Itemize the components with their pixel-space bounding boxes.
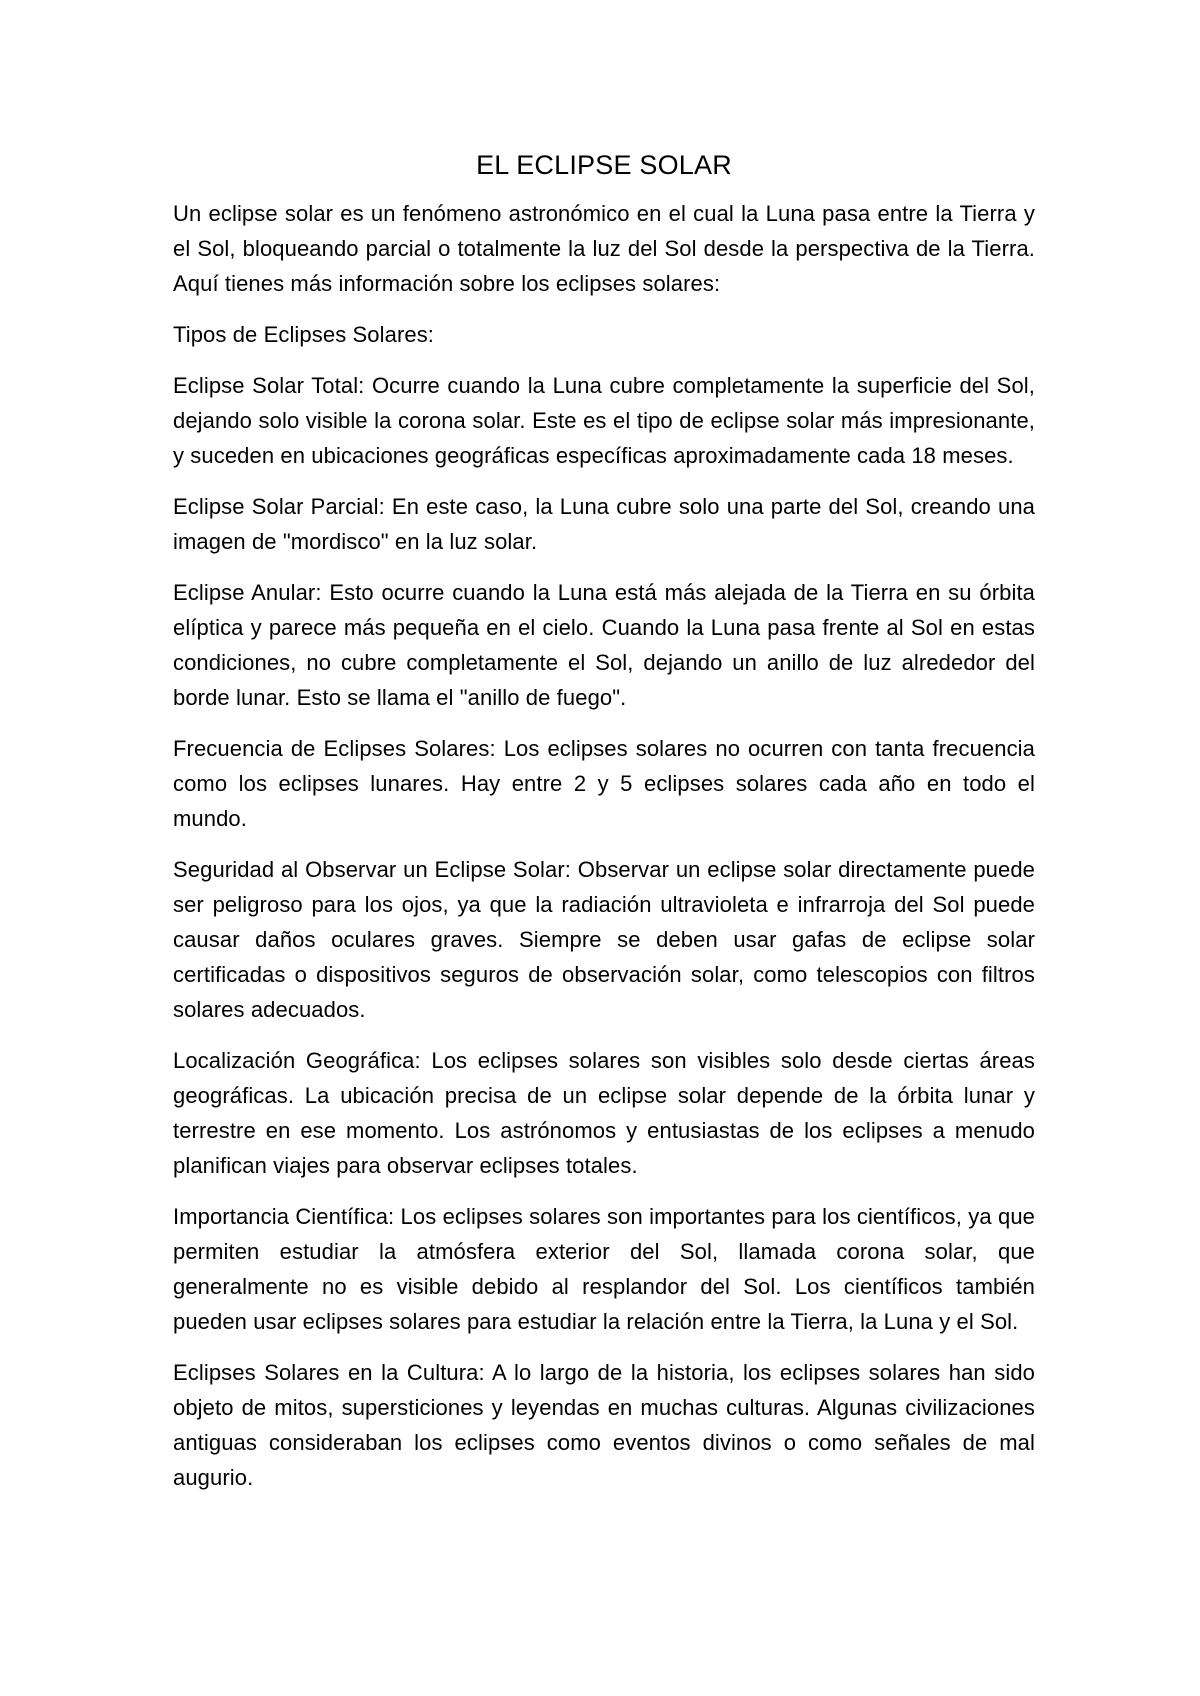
paragraph-types-heading: Tipos de Eclipses Solares:	[173, 322, 435, 347]
paragraph-geography: Localización Geográfica: Los eclipses solares son visibles solo desde ciertas áreas geográficas. La ubicación precisa de un eclipse solar depende de la órbita lunar y terrestre en ese momento. Los astrónomos y entusiastas de los eclipses a menudo planifican viajes para observar eclipses totales.	[173, 1048, 1035, 1178]
paragraph-total-eclipse: Eclipse Solar Total: Ocurre cuando la Luna cubre completamente la superficie del Sol, dejando solo visible la corona solar. Este es el tipo de eclipse solar más impresionante, y suceden en ubicaciones geográficas específicas aproximadamente cada 18 meses.	[173, 373, 1035, 468]
paragraph-safety: Seguridad al Observar un Eclipse Solar: Observar un eclipse solar directamente puede ser peligroso para los ojos, ya que la radiación ultravioleta e infrarroja del Sol puede causar daños oculares graves. Siempre se deben usar gafas de eclipse solar certificadas o dispositivos seguros de observación solar, como telescopios con filtros solares adecuados.	[173, 857, 1035, 1022]
paragraph-annular-eclipse: Eclipse Anular: Esto ocurre cuando la Luna está más alejada de la Tierra en su órbita elíptica y parece más pequeña en el cielo. Cuando la Luna pasa frente al Sol en estas condiciones, no cubre completamente el Sol, dejando un anillo de luz alrededor del borde lunar. Esto se llama el "anillo de fuego".	[173, 580, 1035, 710]
document-body	[173, 148, 1035, 1511]
paragraph-frequency: Frecuencia de Eclipses Solares: Los eclipses solares no ocurren con tanta frecuencia como los eclipses lunares. Hay entre 2 y 5 eclipses solares cada año en todo el mundo.	[173, 736, 1035, 831]
document-title: EL ECLIPSE SOLAR	[476, 150, 732, 180]
paragraph-partial-eclipse: Eclipse Solar Parcial: En este caso, la Luna cubre solo una parte del Sol, creando una imagen de "mordisco" en la luz solar.	[173, 494, 1035, 554]
paragraph-intro: Un eclipse solar es un fenómeno astronómico en el cual la Luna pasa entre la Tierra y el Sol, bloqueando parcial o totalmente la luz del Sol desde la perspectiva de la Tierra. Aquí tienes más información sobre los eclipses solares:	[173, 201, 1035, 296]
paragraph-science: Importancia Científica: Los eclipses solares son importantes para los científicos, ya que permiten estudiar la atmósfera exterior del Sol, llamada corona solar, que generalmente no es visible debido al resplandor del Sol. Los científicos también pueden usar eclipses solares para estudiar la relación entre la Tierra, la Luna y el Sol.	[173, 1204, 1035, 1334]
paragraph-culture: Eclipses Solares en la Cultura: A lo largo de la historia, los eclipses solares han sido objeto de mitos, supersticiones y leyendas en muchas culturas. Algunas civilizaciones antiguas consideraban los eclipses como eventos divinos o como señales de mal augurio.	[173, 1360, 1035, 1490]
